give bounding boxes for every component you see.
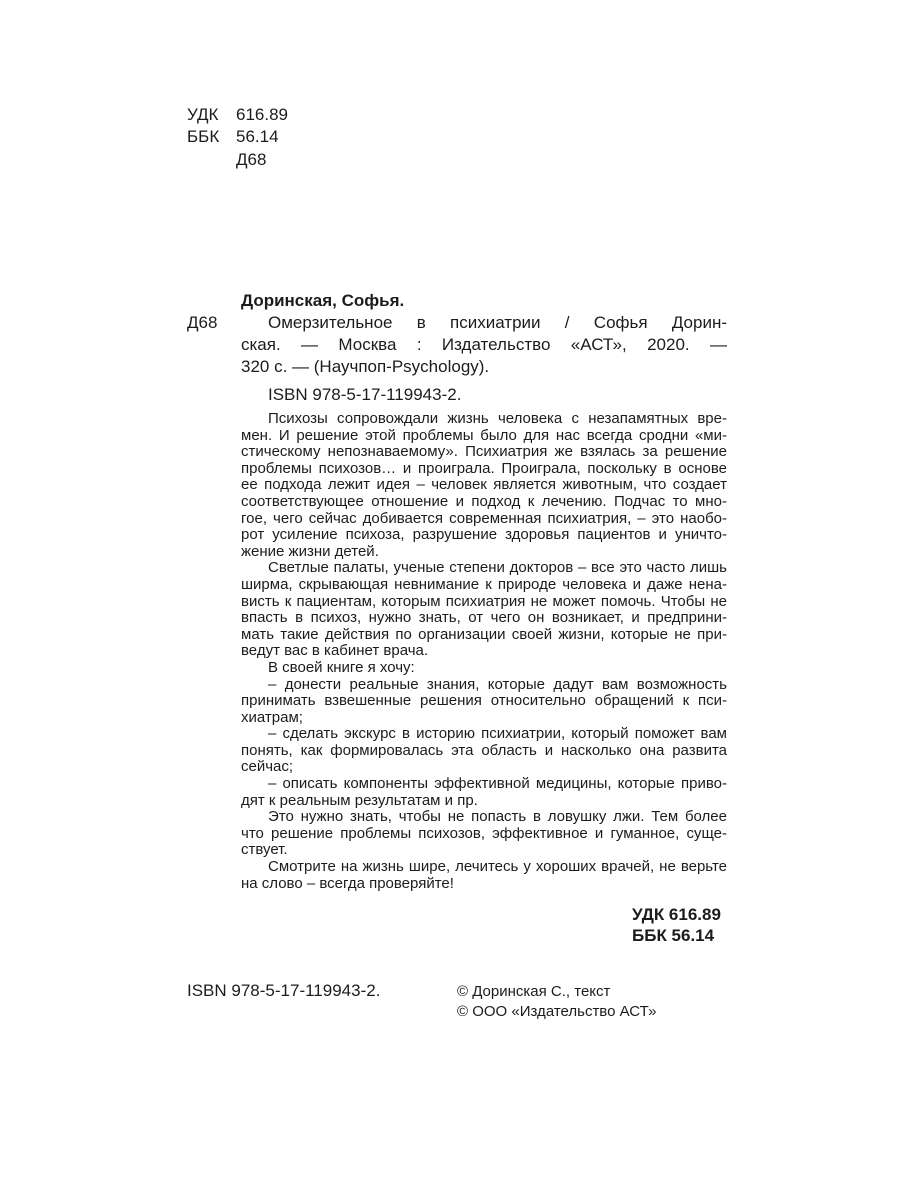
annotation-line: – описать компоненты эффективной медицины, которые приво- — [268, 775, 727, 793]
annotation-line: висть к пациентам, которым психиатрия не может помочь. Чтобы не — [241, 592, 727, 610]
bottom-bbk: ББК 56.14 — [632, 926, 715, 945]
author-mark: Д68 — [236, 150, 267, 169]
annotation-line: ее подхода лежит идея – человек является животным, что создает — [241, 476, 727, 494]
annotation-line: Психозы сопровождали жизнь человека с незапамятных вре- — [268, 410, 727, 427]
annotation-text — [241, 411, 727, 892]
annotation-paragraph — [241, 560, 727, 660]
annotation-line: Это нужно знать, чтобы не попасть в ловушку лжи. Тем более — [268, 808, 727, 826]
annotation-paragraph — [241, 677, 727, 727]
annotation-line: понять, как формировалась эта область и насколько она развита — [241, 741, 727, 759]
annotation-line: Светлые палаты, ученые степени докторов – все это часто лишь — [268, 559, 727, 577]
annotation-line: принимать взвешенные решения относительно обращений к пси- — [241, 692, 727, 710]
annotation-paragraph — [241, 776, 727, 809]
annotation-line: – сделать экскурс в историю психиатрии, который поможет вам — [268, 725, 727, 743]
annotation-line: дят к реальным результатам и пр. — [241, 791, 478, 809]
annotation-paragraph — [241, 809, 727, 859]
annotation-line: сейчас; — [241, 758, 294, 776]
annotation-line: рот усиление психоза, разрушение здоровья пациентов и уничто- — [241, 526, 727, 544]
annotation-paragraph — [241, 859, 727, 892]
annotation-line: на слово – всегда проверяйте! — [241, 874, 454, 892]
card-description-line: 320 с. — (Научпоп-Psychology). — [241, 357, 490, 376]
annotation-line: что решение проблемы психозов, эффективное и гуманное, суще- — [241, 824, 727, 842]
card-description — [241, 312, 727, 378]
annotation-paragraph — [241, 726, 727, 776]
bbk-label: ББК — [187, 127, 220, 146]
annotation-line: – донести реальные знания, которые дадут вам возможность — [268, 675, 727, 693]
bbk-value: 56.14 — [236, 127, 279, 146]
annotation-line: ширма, скрывающая невнимание к природе человека и даже нена- — [241, 575, 727, 593]
udk-value: 616.89 — [236, 105, 288, 124]
card-author: Доринская, Софья. — [241, 291, 405, 310]
annotation-line: ствует. — [241, 841, 288, 859]
annotation-paragraph — [241, 411, 727, 560]
annotation-line: хиатрам; — [241, 708, 303, 726]
card-description-line: Омерзительное в психиатрии / Софья Дорин- — [268, 313, 727, 332]
annotation-line: гое, чего сейчас добивается современная психиатрия, – это наобо- — [241, 509, 727, 527]
annotation-line: мен. И решение этой проблемы было для нас всегда сродни «ми- — [241, 426, 727, 444]
annotation-line: впасть в психоз, нужно знать, от чего он возникает, и предприни- — [241, 609, 727, 627]
card-author-mark: Д68 — [187, 313, 218, 332]
copyright-publisher: © ООО «Издательство АСТ» — [457, 1003, 657, 1020]
copyright-author: © Доринская С., текст — [457, 983, 611, 1000]
bottom-udk: УДК 616.89 — [632, 905, 721, 924]
annotation-line: В своей книге я хочу: — [268, 658, 415, 676]
annotation-line: ведут вас в кабинет врача. — [241, 642, 429, 660]
footer-isbn: ISBN 978-5-17-119943-2. — [187, 981, 381, 1000]
annotation-line: проблемы психозов… и проиграла. Проиграла, поскольку в основе — [241, 459, 727, 477]
annotation-line: Смотрите на жизнь шире, лечитесь у хороших врачей, не верьте — [268, 858, 727, 876]
card-description-line: ская. — Москва : Издательство «АСТ», 2020. — — [241, 335, 727, 354]
annotation-line: мать такие действия по организации своей жизни, которые не при- — [241, 625, 727, 643]
annotation-line: соответствующее отношение и подход к лечению. Подчас то мно- — [241, 492, 727, 510]
annotation-line: стическому непознаваемому». Психиатрия же взялась за решение — [241, 443, 727, 461]
card-isbn: ISBN 978-5-17-119943-2. — [268, 385, 462, 404]
annotation-line: жение жизни детей. — [241, 542, 379, 560]
annotation-paragraph — [241, 660, 727, 677]
udk-label: УДК — [187, 105, 219, 124]
